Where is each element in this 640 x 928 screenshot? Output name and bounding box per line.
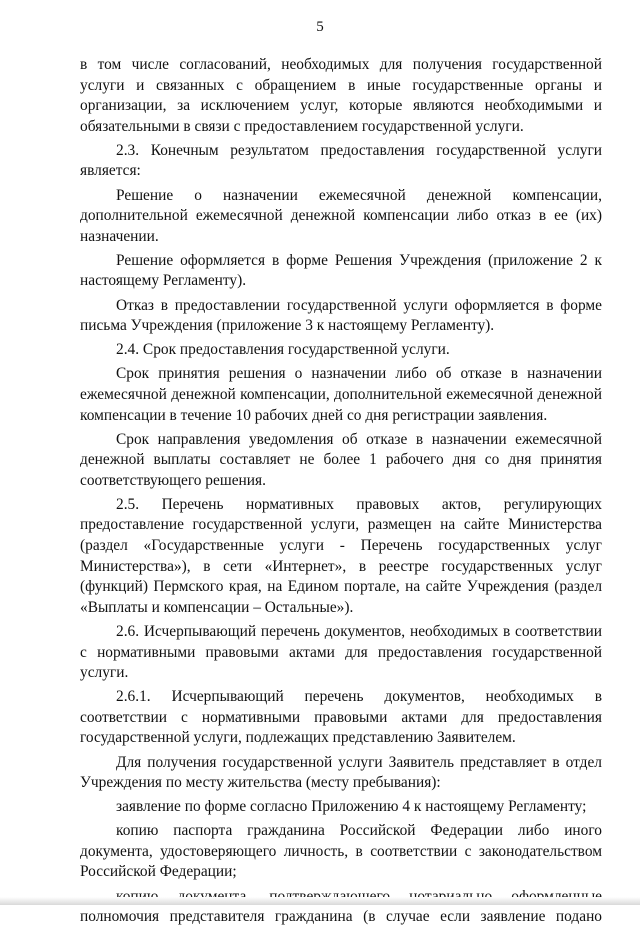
- paragraph: заявление по форме согласно Приложению 4 к настоящему Регламенту;: [116, 798, 587, 816]
- paragraph: в том числе согласований, необходимых для получения государственной услуги и связанных с обращением в иные государственные органы и организации, за исключением услуг, которые являются необходимыми и обязательными в связи с предоставлением государственной услуги.: [80, 56, 602, 135]
- page-bottom-edge: [0, 897, 640, 905]
- paragraph: 2.3. Конечным результатом предоставления государственной услуги является:: [80, 141, 602, 180]
- page-number: 5: [316, 19, 324, 35]
- paragraph: 2.6.1. Исчерпывающий перечень документов, необходимых в соответствии с нормативными правовыми актами для предоставления государственной услуги, подлежащих представлению Заявителем.: [80, 688, 602, 747]
- paragraph: Решение о назначении ежемесячной денежной компенсации, дополнительной ежемесячной денежной компенсации либо отказ в ее (их) назначении.: [80, 186, 602, 245]
- paragraph: 2.6. Исчерпывающий перечень документов, необходимых в соответствии с нормативными правовыми актами для предоставления государственной услуги.: [80, 622, 602, 682]
- paragraph: Для получения государственной услуги Заявитель представляет в отдел Учреждения по месту жительства (месту пребывания):: [80, 753, 602, 792]
- paragraph: Решение оформляется в форме Решения Учреждения (приложение 2 к настоящему Регламенту).: [80, 251, 602, 290]
- paragraph: копию паспорта гражданина Российской Федерации либо иного документа, удостоверяющего личность, в соответствии с законодательством Российской Федерации;: [80, 822, 602, 881]
- paragraph: Отказ в предоставлении государственной услуги оформляется в форме письма Учреждения (приложение 3 к настоящему Регламенту).: [80, 296, 602, 335]
- paragraph: Срок принятия решения о назначении либо об отказе в назначении ежемесячной денежной компенсации, дополнительной ежемесячной денежной компенсации в течение 10 рабочих дней со дня регистрации заявления.: [80, 365, 602, 424]
- paragraph: Срок направления уведомления об отказе в назначении ежемесячной денежной выплаты составляет не более 1 рабочего дня со дня принятия соответствующего решения.: [80, 430, 602, 489]
- paragraph: 2.5. Перечень нормативных правовых актов, регулирующих предоставление государственной услуги, размещен на сайте Министерства (раздел «Государственные услуги - Перечень государственных услуг Министерства»), в сети «Интернет», в реестре государственных услуг (функций) Пермского края, на Едином портале, на сайте Учреждения (раздел «Выплаты и компенсации – Остальные»).: [80, 495, 602, 616]
- paragraph: 2.4. Срок предоставления государственной услуги.: [116, 341, 450, 359]
- paragraph: полномочия представителя гражданина (в случае если заявление подано: [80, 908, 602, 926]
- document-body: [80, 55, 602, 928]
